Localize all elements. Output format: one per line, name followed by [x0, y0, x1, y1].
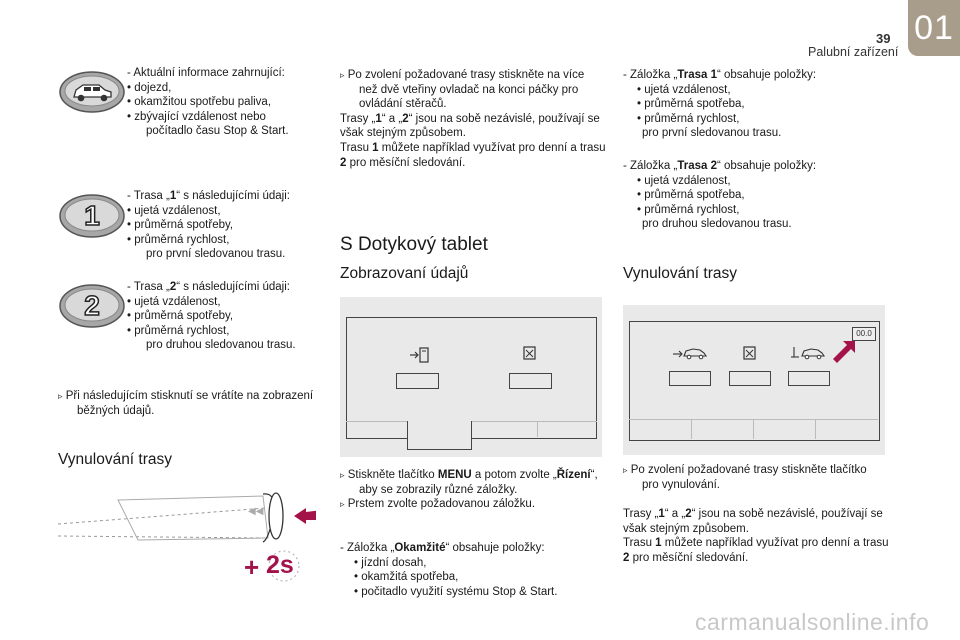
- tab-button-3[interactable]: [753, 419, 816, 439]
- screen-value-box-3: [788, 371, 830, 386]
- display-data-heading: Zobrazovaní údajů: [340, 265, 469, 282]
- section-title: Palubní zařízení: [808, 45, 899, 59]
- trip-car-icon: [673, 345, 709, 361]
- trip-1-label: 1: [84, 200, 100, 231]
- tab-button-3[interactable]: [470, 421, 538, 437]
- display-screen-illustration: [340, 297, 602, 457]
- trip-1-block: - Trasa „1“ s následujícími údaji: • ujetá vzdálenost, • průměrná spotřeby, • průměrná rychlost, pro první sledovanou trasu.: [127, 190, 290, 261]
- current-info-block: - Aktuální informace zahrnující: • dojezd, • okamžitou spotřebu paliva, • zbývající vzdálenost nebo počítadlo času Stop & Start.: [127, 67, 289, 138]
- trip-1-tab-block: - Záložka „Trasa 1“ obsahuje položky: • ujetá vzdálenost, • průměrná spotřeba, • průměrná rychlost, pro první sledovanou trasu.: [623, 69, 817, 140]
- arrow-bullet-icon: ▹: [623, 465, 628, 475]
- trip-2-block: - Trasa „2“ s následujícími údaji: • ujetá vzdálenost, • průměrná spotřeby, • průměrná rychlost, pro druhou sledovanou trasu.: [127, 281, 296, 352]
- arrow-bullet-icon: ▹: [340, 470, 345, 480]
- tab-button-active[interactable]: [407, 421, 472, 450]
- speed-car-icon: [791, 345, 827, 361]
- screen-value-box-1: [396, 373, 439, 389]
- fuel-pump-icon: [743, 345, 757, 361]
- fuel-range-icon: [410, 345, 432, 365]
- arrow-bullet-icon: ▹: [340, 70, 345, 80]
- screen-value-box-2: [729, 371, 771, 386]
- reset-instructions: ▹ Po zvolení požadované trasy stiskněte tlačítko pro vynulování.: [623, 464, 867, 491]
- right-independence-note: Trasy „1“ a „2“ jsou na sobě nezávislé, používají se však stejným způsobem. Trasu 1 můžete například využívat pro denní a trasu 2 pro měsíční sledování.: [623, 508, 889, 564]
- fuel-pump-icon: [523, 345, 537, 361]
- pointer-arrow-icon: [831, 339, 859, 367]
- reset-button[interactable]: 00.0: [852, 327, 876, 341]
- arrow-bullet-icon: ▹: [58, 391, 63, 401]
- tab-button-1[interactable]: [346, 421, 408, 437]
- touch-tablet-heading: S Dotykový tablet: [340, 234, 488, 255]
- car-display-icon: [58, 70, 126, 114]
- right-reset-heading: Vynulování trasy: [623, 265, 738, 282]
- page-number: 39: [876, 31, 891, 46]
- hold-2s-badge: 2s: [266, 551, 294, 579]
- watermark: carmanualsonline.info: [695, 609, 930, 635]
- tab-button-2[interactable]: [691, 419, 754, 439]
- left-reset-heading: Vynulování trasy: [58, 451, 173, 468]
- tab-button-1[interactable]: [629, 419, 692, 439]
- trip-2-tab-block: - Záložka „Trasa 2“ obsahuje položky: • ujetá vzdálenost, • průměrná spotřeba, • průměrná rychlost, pro druhou sledovanou trasu.: [623, 160, 817, 231]
- instant-tab-block: - Záložka „Okamžité“ obsahuje položky: • jízdní dosah, • okamžitá spotřeba, • počitadlo využití systému Stop & Start.: [340, 542, 558, 598]
- svg-text:◀◀: ◀◀: [248, 506, 264, 517]
- chapter-tab: 01: [908, 0, 960, 56]
- trip-1-icon: [58, 193, 126, 239]
- screen-value-box-2: [509, 373, 552, 389]
- reset-screen-illustration: [623, 305, 885, 455]
- return-note: ▹ Při následujícím stisknutí se vrátíte na zobrazení běžných údajů.: [58, 390, 314, 417]
- trip-2-icon: [58, 283, 126, 329]
- hold-2s-plus: +: [244, 552, 260, 582]
- mid-top-block: ▹ Po zvolení požadované trasy stiskněte na více než dvě vteřiny ovladač na konci páčky pro ovládání stěračů. Trasy „1“ a „2“ jsou na sobě nezávislé, používají se však stejným způsobem. Trasu 1 můžete například využívat pro denní a trasu 2 pro měsíční sledování.: [340, 69, 606, 169]
- screen-value-box-1: [669, 371, 711, 386]
- arrow-bullet-icon: ▹: [340, 499, 345, 510]
- trip-2-label: 2: [84, 290, 100, 321]
- menu-instructions: ▹ Stiskněte tlačítko MENU a potom zvolte „Řízení“, aby se zobrazily různé záložky. ▹ Prstem zvolte požadovanou záložku.: [340, 469, 598, 511]
